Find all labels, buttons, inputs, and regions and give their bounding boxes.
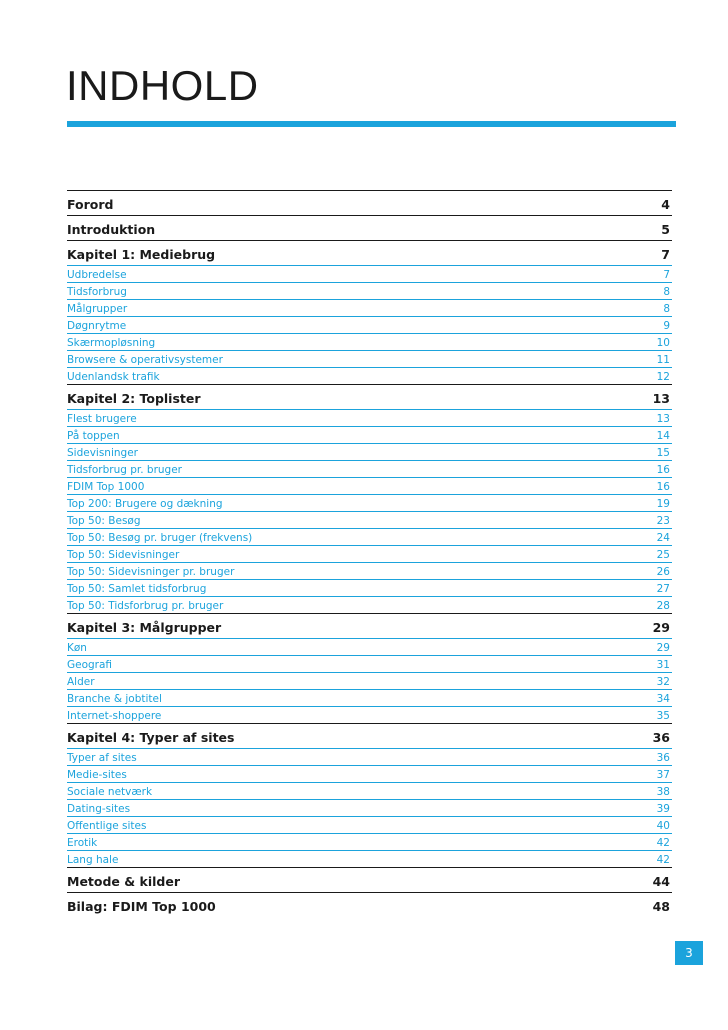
toc-section-title: Typer af sites: [67, 752, 137, 764]
toc-section-page: 12: [656, 371, 670, 383]
toc-section-page: 40: [656, 820, 670, 832]
toc-section-page: 38: [656, 786, 670, 798]
toc-section-title: Tidsforbrug pr. bruger: [67, 464, 182, 476]
toc-section-row[interactable]: [67, 367, 672, 384]
toc-section-row[interactable]: [67, 265, 672, 282]
toc-section-page: 23: [656, 515, 670, 527]
toc-section-page: 39: [656, 803, 670, 815]
toc-section-row[interactable]: [67, 460, 672, 477]
toc-chapter-title: Kapitel 4: Typer af sites: [67, 730, 235, 745]
toc-section-title: Dating-sites: [67, 803, 131, 815]
toc-section-page: 13: [656, 413, 670, 425]
toc-section-page: 15: [656, 447, 670, 459]
toc-section-title: Browsere & operativsystemer: [67, 354, 223, 366]
toc-section-title: Erotik: [67, 837, 98, 849]
toc-section-page: 7: [663, 269, 670, 281]
toc-section-title: Top 200: Brugere og dækning: [67, 498, 223, 510]
toc-section-row[interactable]: [67, 528, 672, 545]
toc-section-row[interactable]: [67, 511, 672, 528]
toc-chapter-row[interactable]: [67, 215, 672, 240]
toc-section-row[interactable]: [67, 409, 672, 426]
toc-chapter-row[interactable]: [67, 384, 672, 409]
toc-section-title: Sociale netværk: [67, 786, 153, 798]
toc-section-page: 14: [656, 430, 670, 442]
toc-section-page: 26: [656, 566, 670, 578]
toc-section-title: Branche & jobtitel: [67, 693, 162, 705]
toc-section-page: 32: [656, 676, 670, 688]
toc-section-title: Flest brugere: [67, 413, 137, 425]
toc-section-page: 42: [656, 837, 670, 849]
toc-chapter-row[interactable]: [67, 867, 672, 892]
toc-section-title: Døgnrytme: [67, 320, 127, 332]
toc-section-row[interactable]: [67, 443, 672, 460]
toc-section-title: Udenlandsk trafik: [67, 371, 160, 383]
toc-section-page: 8: [663, 286, 670, 298]
toc-section-title: Køn: [67, 642, 87, 654]
toc-section-title: Top 50: Sidevisninger pr. bruger: [67, 566, 235, 578]
toc-section-title: FDIM Top 1000: [67, 481, 145, 493]
toc-section-title: Top 50: Besøg pr. bruger (frekvens): [67, 532, 253, 544]
toc-section-row[interactable]: [67, 799, 672, 816]
toc-section-title: Målgrupper: [67, 303, 128, 315]
toc-chapter-title: Kapitel 3: Målgrupper: [67, 620, 222, 635]
toc-chapter-page: 29: [652, 620, 670, 635]
toc-section-title: På toppen: [67, 430, 120, 442]
toc-section-page: 28: [656, 600, 670, 612]
toc-section-row[interactable]: [67, 765, 672, 782]
toc-section-page: 9: [663, 320, 670, 332]
toc-section-title: Top 50: Samlet tidsforbrug: [67, 583, 207, 595]
toc-chapter-title: Forord: [67, 197, 114, 212]
toc-section-row[interactable]: [67, 350, 672, 367]
toc-section-title: Tidsforbrug: [67, 286, 127, 298]
toc-section-page: 29: [656, 642, 670, 654]
title-underline-bar: [67, 121, 676, 127]
toc-section-page: 35: [656, 710, 670, 722]
toc-section-row[interactable]: [67, 816, 672, 833]
toc-section-row[interactable]: [67, 426, 672, 443]
toc-section-page: 10: [656, 337, 670, 349]
toc-section-page: 37: [656, 769, 670, 781]
toc-section-row[interactable]: [67, 748, 672, 765]
toc-section-row[interactable]: [67, 316, 672, 333]
toc-section-row[interactable]: [67, 282, 672, 299]
toc-section-row[interactable]: [67, 655, 672, 672]
toc-chapter-row[interactable]: [67, 613, 672, 638]
toc-section-title: Geografi: [67, 659, 113, 671]
toc-section-row[interactable]: [67, 782, 672, 799]
toc-section-row[interactable]: [67, 562, 672, 579]
toc-chapter-title: Introduktion: [67, 222, 156, 237]
toc-section-page: 24: [656, 532, 670, 544]
toc-section-row[interactable]: [67, 579, 672, 596]
toc-section-page: 27: [656, 583, 670, 595]
toc-section-row[interactable]: [67, 333, 672, 350]
toc-section-title: Top 50: Tidsforbrug pr. bruger: [67, 600, 224, 612]
toc-chapter-page: 48: [652, 899, 670, 914]
toc-section-page: 42: [656, 854, 670, 866]
toc-chapter-title: Metode & kilder: [67, 874, 180, 889]
toc-section-title: Alder: [67, 676, 95, 688]
toc-section-page: 16: [656, 464, 670, 476]
toc-section-title: Offentlige sites: [67, 820, 147, 832]
toc-section-page: 31: [656, 659, 670, 671]
toc-section-row[interactable]: [67, 596, 672, 613]
page-title: INDHOLD: [66, 62, 259, 109]
table-of-contents: [67, 190, 672, 917]
toc-section-page: 34: [656, 693, 670, 705]
toc-chapter-title: Kapitel 1: Mediebrug: [67, 247, 216, 262]
toc-section-page: 25: [656, 549, 670, 561]
toc-chapter-row[interactable]: [67, 723, 672, 748]
toc-section-row[interactable]: [67, 494, 672, 511]
toc-section-title: Skærmopløsning: [67, 337, 156, 349]
toc-section-row[interactable]: [67, 672, 672, 689]
toc-section-page: 36: [656, 752, 670, 764]
toc-section-row[interactable]: [67, 638, 672, 655]
toc-section-page: 19: [656, 498, 670, 510]
toc-section-title: Medie-sites: [67, 769, 127, 781]
toc-chapter-row[interactable]: [67, 240, 672, 265]
toc-chapter-page: 5: [661, 222, 670, 237]
toc-section-title: Internet-shoppere: [67, 710, 162, 722]
toc-chapter-page: 44: [652, 874, 670, 889]
toc-chapter-row[interactable]: [67, 892, 672, 917]
toc-chapter-title: Kapitel 2: Toplister: [67, 391, 201, 406]
toc-section-title: Sidevisninger: [67, 447, 138, 459]
toc-chapter-page: 13: [652, 391, 670, 406]
toc-section-row[interactable]: [67, 477, 672, 494]
toc-section-title: Lang hale: [67, 854, 119, 866]
toc-section-row[interactable]: [67, 689, 672, 706]
toc-section-page: 16: [656, 481, 670, 493]
toc-section-page: 8: [663, 303, 670, 315]
toc-section-title: Top 50: Sidevisninger: [67, 549, 180, 561]
toc-section-row[interactable]: [67, 706, 672, 723]
toc-chapter-row[interactable]: [67, 190, 672, 215]
toc-chapter-page: 36: [652, 730, 670, 745]
toc-section-row[interactable]: [67, 545, 672, 562]
toc-section-row[interactable]: [67, 299, 672, 316]
page-number-badge: 3: [675, 941, 703, 965]
toc-section-row[interactable]: [67, 850, 672, 867]
toc-chapter-title: Bilag: FDIM Top 1000: [67, 899, 216, 914]
toc-section-page: 11: [656, 354, 670, 366]
toc-section-row[interactable]: [67, 833, 672, 850]
toc-chapter-page: 7: [661, 247, 670, 262]
toc-chapter-page: 4: [661, 197, 670, 212]
toc-section-title: Top 50: Besøg: [67, 515, 141, 527]
toc-section-title: Udbredelse: [67, 269, 127, 281]
